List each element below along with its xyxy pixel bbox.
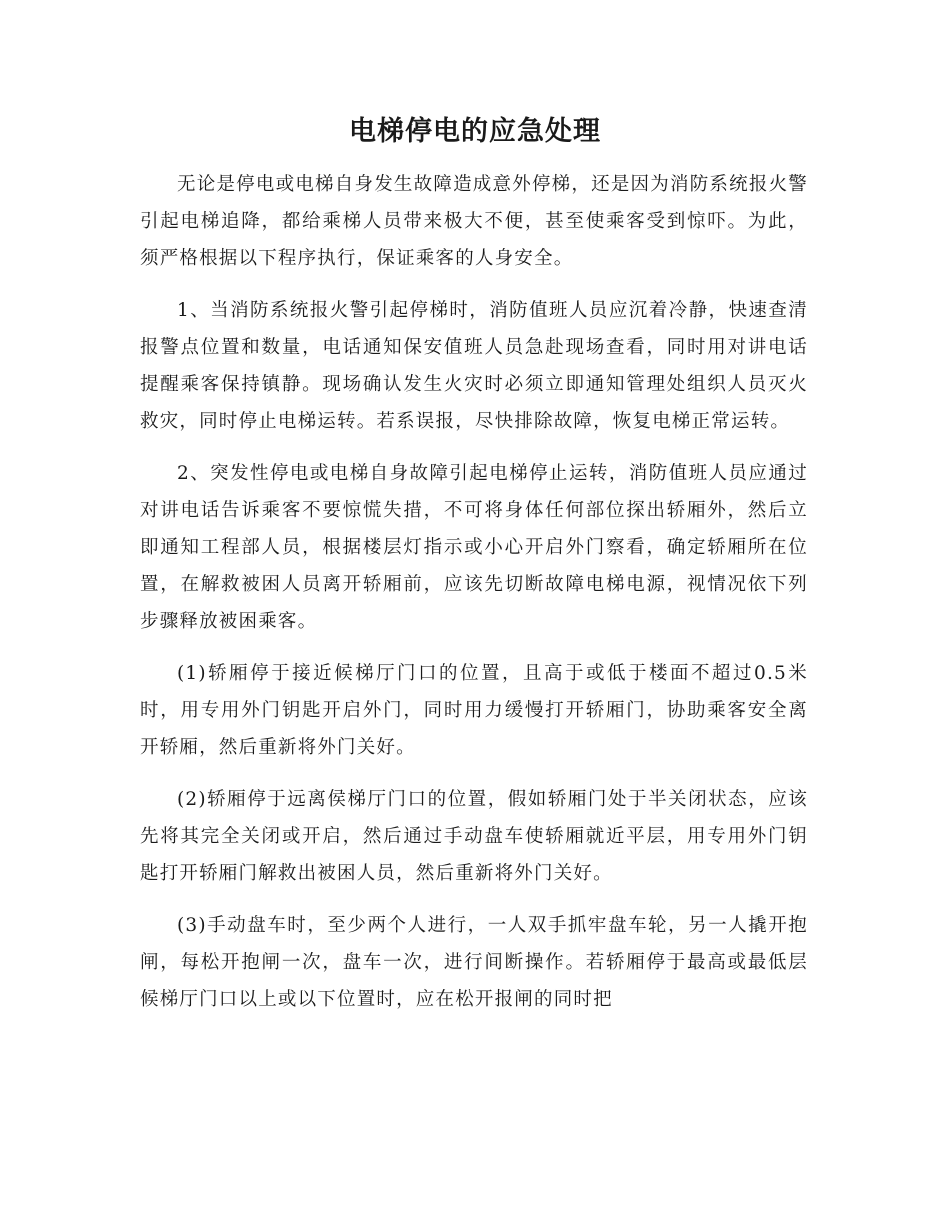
paragraph-step-3: (3)手动盘车时，至少两个人进行，一人双手抓牢盘车轮，另一人撬开抱闸，每松开抱闸一次，盘车一次，进行间断操作。若轿厢停于最高或最低层候梯厅门口以上或以下位置时，应在松开报闸的同时把 xyxy=(140,915,808,1010)
paragraph-power-failure: 2、突发性停电或电梯自身故障引起电梯停止运转，消防值班人员应通过对讲电话告诉乘客不要惊慌失措，不可将身体任何部位探出轿厢外，然后立即通知工程部人员，根据楼层灯指示或小心开启外门察看，确定轿厢所在位置，在解救被困人员离开轿厢前，应该先切断故障电梯电源，视情况依下列步骤释放被困乘客。 xyxy=(140,463,808,632)
paragraph-intro: 无论是停电或电梯自身发生故障造成意外停梯，还是因为消防系统报火警引起电梯追降，都给乘梯人员带来极大不便，甚至使乘客受到惊吓。为此，须严格根据以下程序执行，保证乘客的人身安全。 xyxy=(140,174,808,269)
paragraph-step-2: (2)轿厢停于远离侯梯厅门口的位置，假如轿厢门处于半关闭状态，应该先将其完全关闭或开启，然后通过手动盘车使轿厢就近平层，用专用外门钥匙打开轿厢门解救出被困人员，然后重新将外门关好。 xyxy=(140,789,808,884)
document-body xyxy=(140,166,808,1033)
document-title: 电梯停电的应急处理 xyxy=(349,116,601,147)
paragraph-step-1: (1)轿厢停于接近候梯厅门口的位置，且高于或低于楼面不超过0.5米时，用专用外门钥匙开启外门，同时用力缓慢打开轿厢门，协助乘客安全离开轿厢，然后重新将外门关好。 xyxy=(140,663,808,758)
paragraph-fire-alarm: 1、当消防系统报火警引起停梯时，消防值班人员应沉着冷静，快速查清报警点位置和数量，电话通知保安值班人员急赴现场查看，同时用对讲电话提醒乘客保持镇静。现场确认发生火灾时必须立即通知管理处组织人员灭火救灾，同时停止电梯运转。若系误报，尽快排除故障，恢复电梯正常运转。 xyxy=(140,300,808,432)
